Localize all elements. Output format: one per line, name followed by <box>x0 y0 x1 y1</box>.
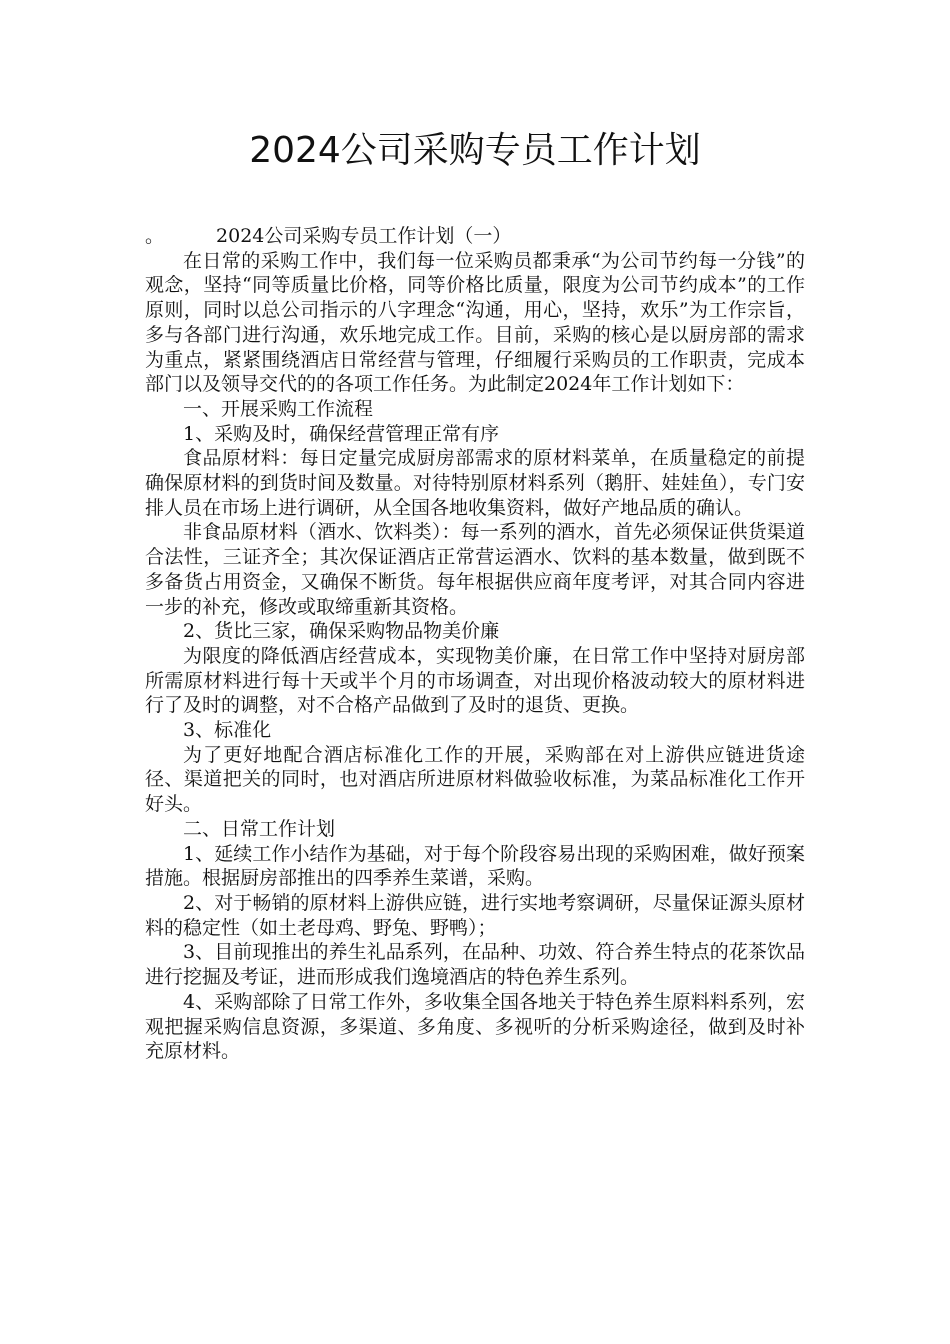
paragraph-price-comparison: 为限度的降低酒店经营成本，实现物美价廉，在日常工作中坚持对厨房部所需原材料进行每十天或半个月的市场调查，对出现价格波动较大的原材料进行了及时的调整，对不合格产品做到了及时的退货、更换。 <box>145 644 805 717</box>
paragraph-standardization: 为了更好地配合酒店标准化工作的开展，采购部在对上游供应链进货途径、渠道把关的同时，也对酒店所进原材料做验收标准，为菜品标准化工作开好头。 <box>145 743 805 816</box>
document-title: 2024公司采购专员工作计划 <box>249 130 701 171</box>
paragraph-plan-2: 2、对于畅销的原材料上游供应链，进行实地考察调研，尽量保证源头原材料的稳定性（如土老母鸡、野兔、野鸭）； <box>145 891 805 939</box>
subheading-1-1: 1、采购及时，确保经营管理正常有序 <box>183 422 500 445</box>
paragraph-non-food-materials: 非食品原材料（酒水、饮料类）：每一系列的酒水，首先必须保证供货渠道合法性，三证齐全；其次保证酒店正常营运酒水、饮料的基本数量，做到既不多备货占用资金，又确保不断货。每年根据供应商年度考评，对其合同内容进一步的补充，修改或取缔重新其资格。 <box>145 521 805 618</box>
subheading-1-2: 2、货比三家，确保采购物品物美价廉 <box>183 620 500 643</box>
subtitle-line <box>145 224 805 249</box>
paragraph-plan-1: 1、延续工作小结作为基础，对于每个阶段容易出现的采购困难，做好预案措施。根据厨房部推出的四季养生菜谱，采购。 <box>145 842 805 890</box>
document-body <box>145 224 805 1064</box>
lead-mark: 。 <box>145 225 165 247</box>
paragraph-food-materials: 食品原材料：每日定量完成厨房部需求的原材料菜单，在质量稳定的前提确保原材料的到货时间及数量。对待特别原材料系列（鹅肝、娃娃鱼），专门安排人员在市场上进行调研，从全国各地收集资料，做好产地品质的确认。 <box>145 447 805 519</box>
paragraph-intro: 在日常的采购工作中，我们每一位采购员都秉承“为公司节约每一分钱”的观念，坚持“同等质量比价格，同等价格比质量，限度为公司节约成本”的工作原则，同时以总公司指示的八字理念“沟通，用心，坚持，欢乐”为工作宗旨，多与各部门进行沟通，欢乐地完成工作。目前，采购的核心是以厨房部的需求为重点，紧紧围绕酒店日常经营与管理，仔细履行采购员的工作职责，完成本部门以及领导交代的的各项工作任务。为此制定2024年工作计划如下： <box>145 249 805 396</box>
paragraph-plan-3: 3、目前现推出的养生礼品系列，在品种、功效、符合养生特点的花茶饮品进行挖掘及考证，进而形成我们逸境酒店的特色养生系列。 <box>145 941 805 989</box>
section-subtitle: 2024公司采购专员工作计划（一） <box>216 225 512 247</box>
heading-1: 一、开展采购工作流程 <box>183 397 374 420</box>
subheading-1-3: 3、标准化 <box>183 719 272 742</box>
paragraph-plan-4: 4、采购部除了日常工作外，多收集全国各地关于特色养生原料料系列，宏观把握采购信息资源，多渠道、多角度、多视听的分析采购途径，做到及时补充原材料。 <box>145 990 805 1063</box>
heading-2: 二、日常工作计划 <box>183 817 336 840</box>
